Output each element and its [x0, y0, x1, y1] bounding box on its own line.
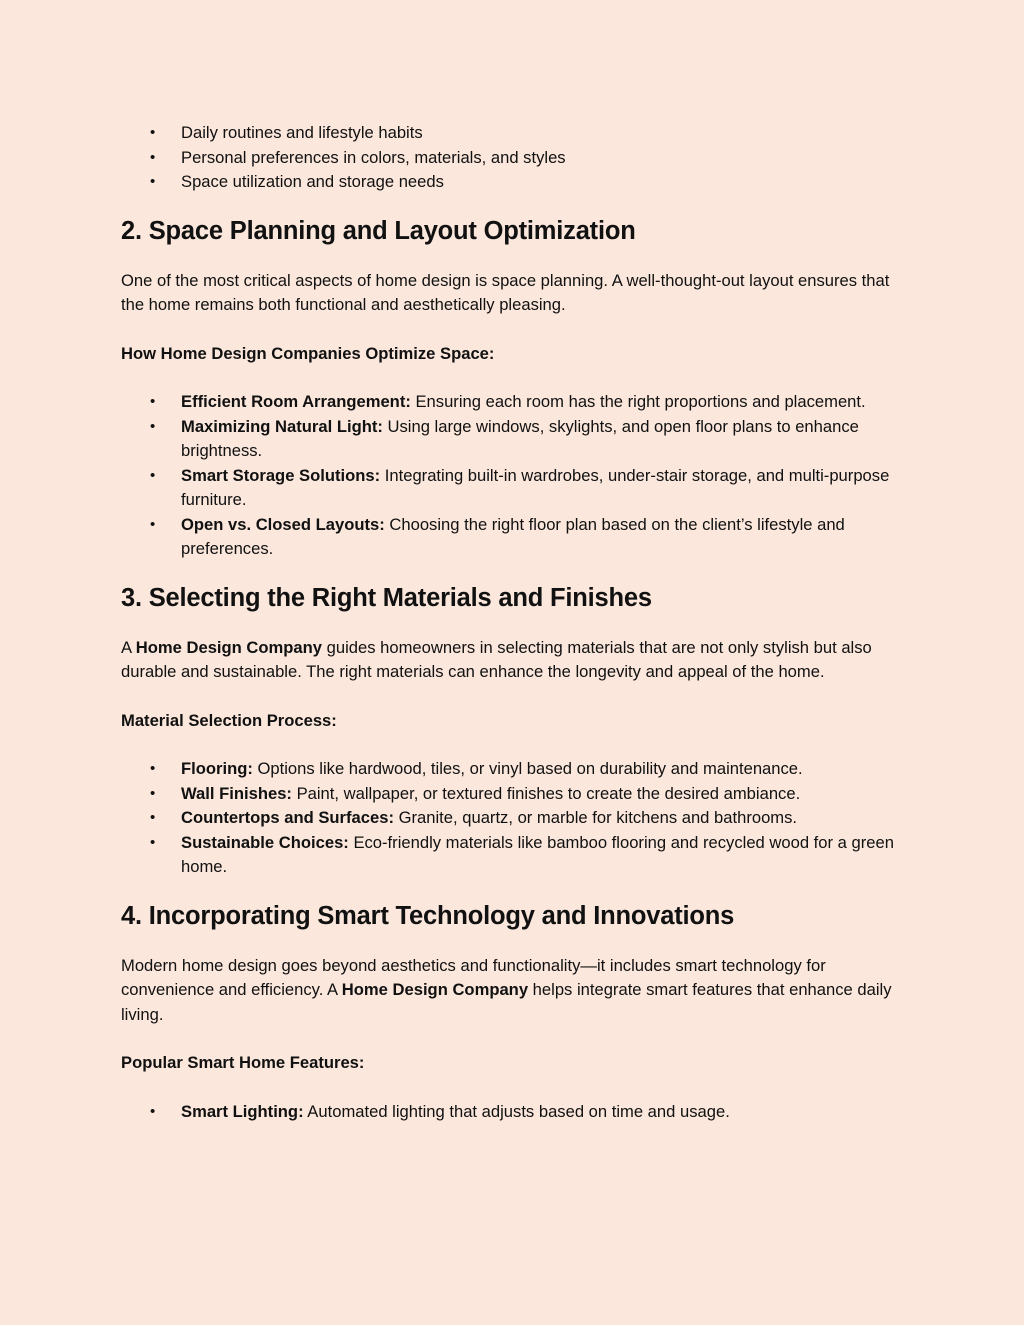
bullet-term: Maximizing Natural Light:: [181, 416, 383, 436]
bullet-text: Paint, wallpaper, or textured finishes to create the desired ambiance.: [291, 783, 801, 803]
bullet-term: Smart Storage Solutions:: [181, 465, 381, 485]
section-paragraph: [121, 636, 904, 685]
list-item: [121, 146, 904, 171]
bullet-text: Eco-friendly materials like bamboo flooring and recycled wood for a green home.: [181, 832, 894, 876]
bullet-term: Open vs. Closed Layouts:: [181, 514, 385, 534]
bullet-term: Sustainable Choices:: [181, 832, 349, 852]
paragraph-text: guides homeowners in selecting materials that are not only stylish but also durable and sustainable. The right materials can enhance the longevity and appeal of the home.: [121, 637, 872, 681]
bullet-term: Countertops and Surfaces:: [181, 808, 394, 827]
space-optimization-list: [121, 390, 904, 562]
list-item: [121, 121, 904, 146]
subsection-label: Popular Smart Home Features:: [121, 1053, 365, 1072]
bullet-text: Options like hardwood, tiles, or vinyl based on durability and maintenance.: [252, 759, 803, 778]
smart-features-list: [121, 1100, 904, 1125]
paragraph-text: Modern home design goes beyond aesthetics and functionality—it includes smart technology for convenience and efficiency. A: [121, 955, 826, 999]
subsection-label: How Home Design Companies Optimize Space:: [121, 343, 495, 363]
bullet-text: Integrating built-in wardrobes, under-stair storage, and multi-purpose furniture.: [181, 465, 890, 509]
bullet-text: Space utilization and storage needs: [181, 172, 444, 191]
bullet-text: Automated lighting that adjusts based on time and usage.: [303, 1101, 730, 1121]
list-item: [121, 464, 904, 513]
subsection-label: Material Selection Process:: [121, 710, 337, 730]
company-name-bold: Home Design Company: [341, 980, 529, 999]
list-item: [121, 390, 904, 415]
section-paragraph: One of the most critical aspects of home design is space planning. A well-thought-out layout ensures that the home remains both functional and aesthetically pleasing.: [121, 270, 890, 314]
list-item: [121, 170, 904, 195]
bullet-term: Smart Lighting:: [181, 1101, 304, 1121]
material-selection-list: [121, 757, 904, 880]
list-item: [121, 831, 904, 880]
bullet-term: Flooring:: [181, 759, 253, 778]
section-paragraph: [121, 954, 904, 1028]
bullet-text: Personal preferences in colors, materials, and styles: [181, 147, 566, 167]
bullet-text: Ensuring each room has the right proportions and placement.: [410, 392, 866, 411]
bullet-text: Daily routines and lifestyle habits: [181, 123, 423, 142]
bullet-text: Using large windows, skylights, and open floor plans to enhance brightness.: [181, 416, 859, 460]
paragraph-text: helps integrate smart features that enhance daily living.: [121, 980, 892, 1024]
paragraph-text: A: [121, 637, 136, 657]
list-item: [121, 1100, 904, 1125]
section-heading-smart-technology: 4. Incorporating Smart Technology and Innovations: [121, 901, 735, 930]
list-item: [121, 806, 904, 831]
list-item: [121, 782, 904, 807]
list-item: [121, 415, 904, 464]
bullet-term: Wall Finishes:: [181, 783, 292, 803]
company-name-bold: Home Design Company: [135, 637, 323, 657]
bullet-text: Granite, quartz, or marble for kitchens and bathrooms.: [393, 808, 798, 827]
section-heading-materials: 3. Selecting the Right Materials and Finishes: [121, 583, 652, 612]
bullet-text: Choosing the right floor plan based on the client’s lifestyle and preferences.: [181, 514, 845, 558]
section-heading-space-planning: 2. Space Planning and Layout Optimization: [121, 216, 636, 245]
intro-bullet-list: [121, 121, 904, 195]
bullet-term: Efficient Room Arrangement:: [181, 392, 411, 411]
list-item: [121, 513, 904, 562]
list-item: [121, 757, 904, 782]
